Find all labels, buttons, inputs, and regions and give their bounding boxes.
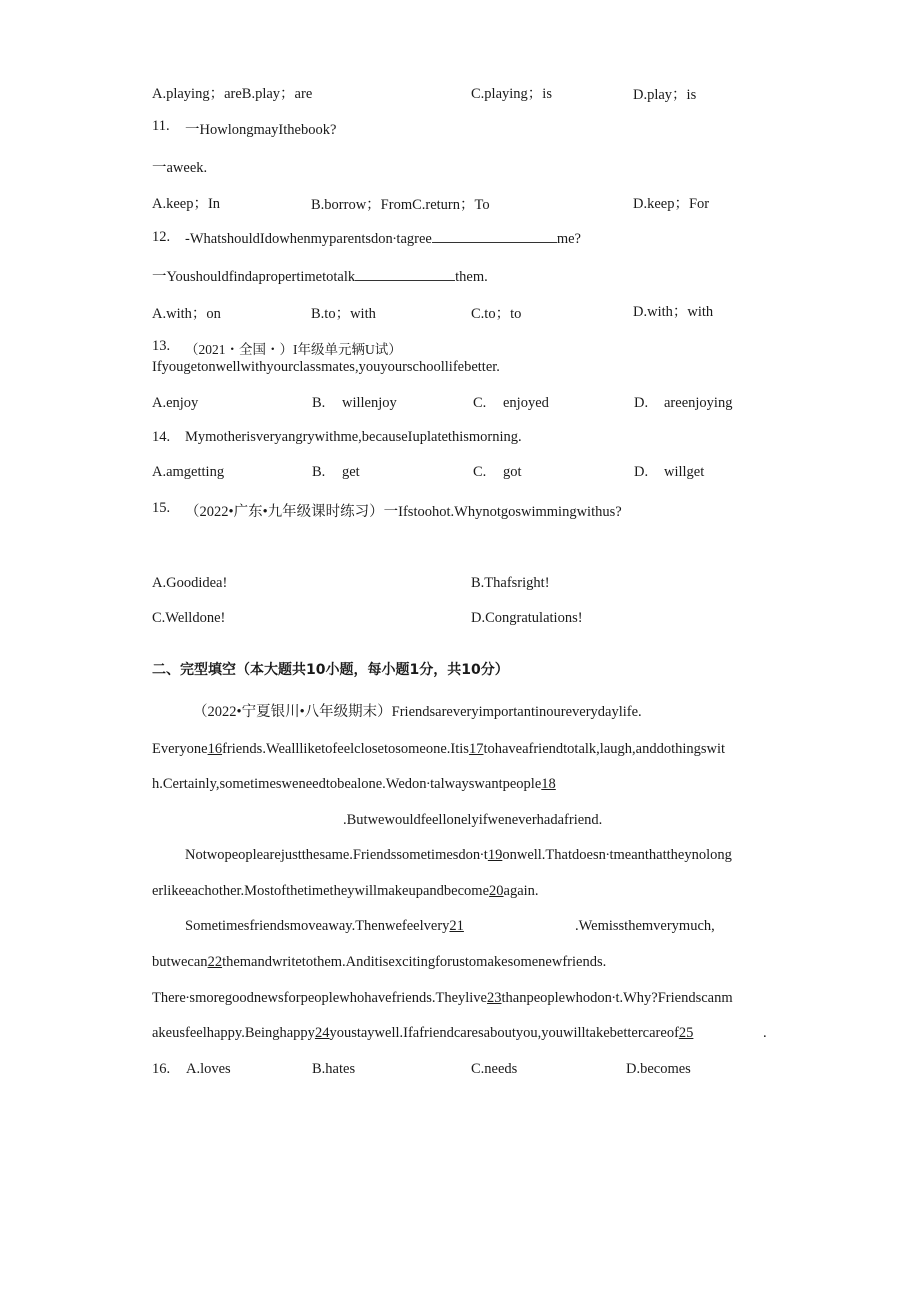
q14-option-d-letter: D. — [634, 464, 649, 480]
q11-answer-line: 一aweek. — [152, 160, 208, 176]
q10-option-a: A.playing；areB.play；are — [152, 86, 313, 102]
q11-option-a: A.keep；In — [152, 196, 221, 212]
q13-option-c: enjoyed — [503, 395, 549, 411]
passage-line-6a — [185, 918, 464, 935]
section-2-heading: 二、完型填空（本大题共10小题，每小题1分，共10分） — [152, 662, 509, 678]
q12-option-a: A.with；on — [152, 306, 221, 322]
passage-text: butwecan — [152, 954, 208, 970]
blank-25: 25 — [678, 1025, 694, 1041]
q11-number: 11. — [152, 118, 170, 134]
q16-option-d: D.becomes — [626, 1061, 691, 1077]
q14-option-c: got — [503, 464, 522, 480]
q16-option-a: A.loves — [186, 1061, 231, 1077]
blank-20: 20 — [489, 883, 504, 899]
passage-line-1 — [152, 741, 725, 758]
passage-text: There∙smoregoodnewsforpeoplewhohavefriends.Theylive — [152, 990, 487, 1006]
q14-option-d: willget — [664, 464, 705, 480]
q13-option-a: A.enjoy — [152, 395, 199, 411]
passage-text: onwell.Thatdoesn∙tmeanthattheynolong — [502, 847, 732, 863]
passage-text: youstaywell.Ifafriendcaresaboutyou,youwilltakebettercareof — [329, 1025, 679, 1041]
q12-option-b: B.to；with — [311, 306, 376, 322]
passage-line-8 — [152, 990, 733, 1007]
q14-question: Mymotherisveryangrywithme,becauseIuplatethismorning. — [185, 429, 522, 445]
q13-option-d-letter: D. — [634, 395, 649, 411]
passage-line-9-end: . — [763, 1025, 767, 1041]
q15-option-b: B.Thafsright! — [471, 575, 550, 591]
q11-option-d: D.keep；For — [633, 196, 710, 212]
q14-option-c-letter: C. — [473, 464, 487, 480]
q12-question — [185, 229, 581, 248]
passage-text: themandwritetothem.Anditisexcitingforustomakesomenewfriends. — [222, 954, 607, 970]
passage-line-4 — [185, 847, 732, 864]
passage-line-2 — [152, 776, 556, 793]
q12-blank-2 — [355, 267, 455, 281]
q13-number: 13. — [152, 338, 171, 354]
q16-option-b: B.hates — [312, 1061, 356, 1077]
blank-24: 24 — [314, 1025, 330, 1041]
q12-answer-end: them. — [455, 269, 488, 285]
q13-question: Ifyougetonwellwithyourclassmates,youyourschoollifebetter. — [152, 359, 500, 375]
q12-question-end: me? — [556, 231, 581, 247]
passage-text: akeusfeelhappy.Beinghappy — [152, 1025, 315, 1041]
q12-answer-text: 一Youshouldfindapropertimetotalk — [152, 269, 356, 285]
q12-option-c: C.to；to — [471, 306, 522, 322]
q13-option-d: areenjoying — [664, 395, 733, 411]
passage-text: Sometimesfriendsmoveaway.Thenwefeelvery — [185, 918, 450, 934]
passage-line-9 — [152, 1025, 693, 1042]
q13-option-c-letter: C. — [473, 395, 487, 411]
q10-option-d: D.play；is — [633, 87, 697, 103]
passage-text: erlikeeachother.Mostofthetimetheywillmakeupandbecome — [152, 883, 490, 899]
q15-number: 15. — [152, 500, 171, 516]
q15-question: （2022•广东•九年级课时练习）一Ifstoohot.Whynotgoswimmingwithus? — [185, 504, 622, 520]
blank-16: 16 — [207, 741, 223, 757]
q12-question-text: -WhatshouldIdowhenmyparentsdon∙tagree — [185, 231, 432, 247]
q16-number: 16. — [152, 1061, 171, 1077]
passage-text: Everyone — [152, 741, 208, 757]
passage-line-6b: .Wemissthemverymuch, — [575, 918, 715, 934]
passage-line-7 — [152, 954, 606, 971]
q16-option-c: C.needs — [471, 1061, 518, 1077]
q15-option-c: C.Welldone! — [152, 610, 226, 626]
q11-option-b: B.borrow；FromC.return；To — [311, 197, 490, 213]
blank-18: 18 — [541, 776, 556, 792]
blank-17: 17 — [468, 741, 484, 757]
q14-number: 14. — [152, 429, 171, 445]
passage-text: again. — [503, 883, 539, 899]
q15-option-a: A.Goodidea! — [152, 575, 228, 591]
passage-line-3: .Butwewouldfeellonelyifweneverhadafriend. — [343, 812, 603, 828]
q13-option-b: willenjoy — [342, 395, 397, 411]
q12-blank-1 — [432, 229, 557, 243]
blank-19: 19 — [487, 847, 503, 863]
passage-text: friends.Weallliketofeelclosetosomeone.Itis — [222, 741, 469, 757]
q15-option-d: D.Congratulations! — [471, 610, 583, 626]
blank-21: 21 — [449, 918, 464, 934]
passage-text: tohaveafriendtotalk,laugh,anddothingswit — [483, 741, 726, 757]
q12-option-d: D.with；with — [633, 304, 714, 320]
passage-source-line: （2022•宁夏银川•八年级期末）Friendsareveryimportantinoureverydaylife. — [193, 704, 642, 720]
q11-question: 一HowlongmayIthebook? — [185, 122, 337, 138]
passage-text: Notwopeoplearejustthesame.Friendssometimesdon∙t — [185, 847, 488, 863]
q13-source: （2021・全国・）I年级单元辆U试） — [185, 342, 402, 357]
q12-answer — [152, 265, 488, 286]
blank-23: 23 — [487, 990, 502, 1006]
passage-text: thanpeoplewhodon∙t.Why?Friendscanm — [501, 990, 733, 1006]
passage-text: h.Certainly,sometimesweneedtobealone.Wedon∙talwayswantpeople — [152, 776, 542, 792]
blank-22: 22 — [207, 954, 223, 970]
q14-option-b-letter: B. — [312, 464, 326, 480]
q14-option-a: A.amgetting — [152, 464, 225, 480]
q10-option-c: C.playing；is — [471, 86, 552, 102]
passage-line-5 — [152, 883, 539, 900]
q13-option-b-letter: B. — [312, 395, 326, 411]
q14-option-b: get — [342, 464, 360, 480]
q12-number: 12. — [152, 229, 171, 245]
